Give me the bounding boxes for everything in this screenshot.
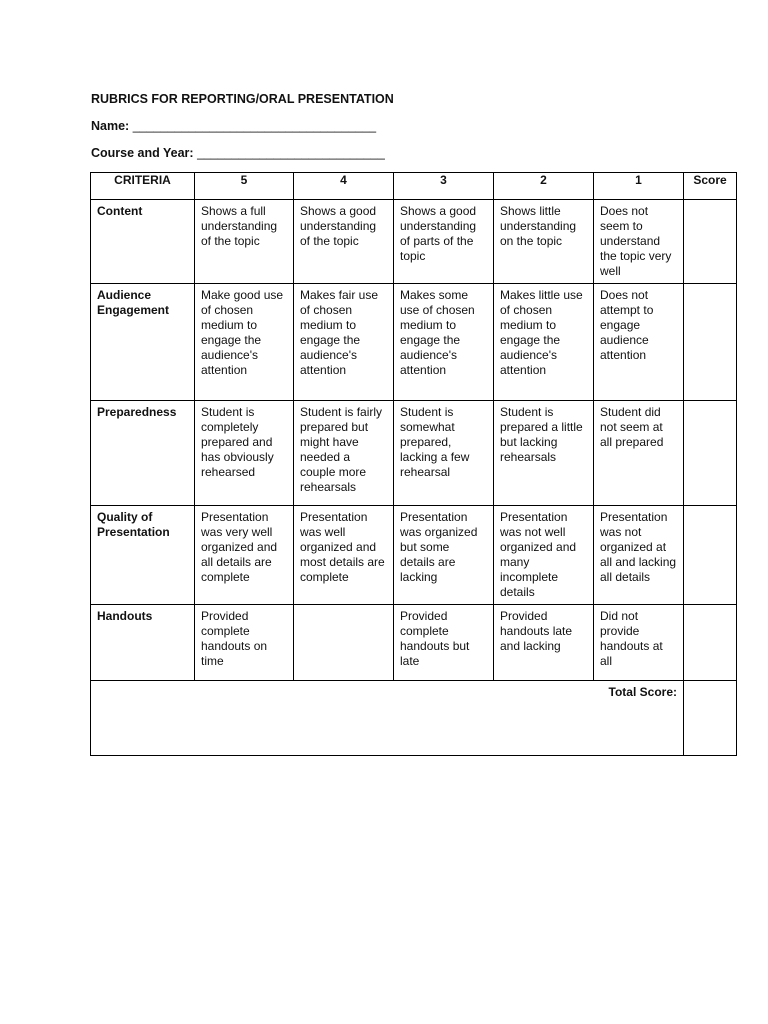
rubric-cell: Did not provide handouts at all bbox=[594, 605, 684, 681]
table-row-preparedness bbox=[91, 401, 737, 506]
rubric-cell: Student is fairly prepared but might have needed a couple more rehearsals bbox=[294, 401, 394, 506]
name-blank-line: ___________________________________ bbox=[132, 119, 377, 133]
rubric-cell: Makes some use of chosen medium to engage the audience's attention bbox=[394, 284, 494, 401]
criteria-cell: Preparedness bbox=[91, 401, 195, 506]
rubric-cell: Does not seem to understand the topic very well bbox=[594, 200, 684, 284]
score-cell[interactable] bbox=[684, 200, 737, 284]
criteria-cell: Content bbox=[91, 200, 195, 284]
rubric-cell: Student did not seem at all prepared bbox=[594, 401, 684, 506]
name-field bbox=[91, 119, 376, 133]
header-score-1: 1 bbox=[594, 173, 684, 200]
header-score-3: 3 bbox=[394, 173, 494, 200]
rubric-cell: Shows a good understanding of parts of the topic bbox=[394, 200, 494, 284]
course-year-field bbox=[91, 146, 385, 160]
table-row-quality-of-presentation bbox=[91, 506, 737, 605]
total-score-label: Total Score: bbox=[91, 681, 684, 756]
total-row bbox=[91, 681, 737, 756]
header-row bbox=[91, 173, 737, 200]
rubric-cell: Presentation was not well organized and many incomplete details bbox=[494, 506, 594, 605]
rubric-cell: Presentation was well organized and most details are complete bbox=[294, 506, 394, 605]
rubric-cell: Presentation was organized but some details are lacking bbox=[394, 506, 494, 605]
table-row-handouts bbox=[91, 605, 737, 681]
header-score-5: 5 bbox=[195, 173, 294, 200]
rubric-cell bbox=[294, 605, 394, 681]
rubric-cell: Provided handouts late and lacking bbox=[494, 605, 594, 681]
rubric-cell: Presentation was not organized at all and lacking all details bbox=[594, 506, 684, 605]
score-cell[interactable] bbox=[684, 284, 737, 401]
rubric-cell: Provided complete handouts on time bbox=[195, 605, 294, 681]
rubric-cell: Student is completely prepared and has obviously rehearsed bbox=[195, 401, 294, 506]
rubric-cell: Student is prepared a little but lacking rehearsals bbox=[494, 401, 594, 506]
criteria-cell: Audience Engagement bbox=[91, 284, 195, 401]
document-title: RUBRICS FOR REPORTING/ORAL PRESENTATION bbox=[91, 92, 394, 106]
total-score-cell[interactable] bbox=[684, 681, 737, 756]
rubric-cell: Student is somewhat prepared, lacking a few rehearsal bbox=[394, 401, 494, 506]
rubric-cell: Makes fair use of chosen medium to engage the audience's attention bbox=[294, 284, 394, 401]
criteria-cell: Handouts bbox=[91, 605, 195, 681]
name-label: Name: bbox=[91, 119, 130, 133]
rubric-cell: Does not attempt to engage audience attention bbox=[594, 284, 684, 401]
rubric-cell: Makes little use of chosen medium to engage the audience's attention bbox=[494, 284, 594, 401]
header-criteria: CRITERIA bbox=[91, 173, 195, 200]
score-cell[interactable] bbox=[684, 506, 737, 605]
rubric-cell: Shows a good understanding of the topic bbox=[294, 200, 394, 284]
score-cell[interactable] bbox=[684, 401, 737, 506]
header-score-4: 4 bbox=[294, 173, 394, 200]
table-row-audience-engagement bbox=[91, 284, 737, 401]
header-score: Score bbox=[684, 173, 737, 200]
criteria-cell: Quality of Presentation bbox=[91, 506, 195, 605]
header-score-2: 2 bbox=[494, 173, 594, 200]
table-row-content bbox=[91, 200, 737, 284]
course-year-label: Course and Year: bbox=[91, 146, 194, 160]
rubric-cell: Make good use of chosen medium to engage the audience's attention bbox=[195, 284, 294, 401]
rubric-cell: Shows a full understanding of the topic bbox=[195, 200, 294, 284]
score-cell[interactable] bbox=[684, 605, 737, 681]
rubric-cell: Shows little understanding on the topic bbox=[494, 200, 594, 284]
rubric-table bbox=[90, 172, 737, 756]
rubric-cell: Provided complete handouts but late bbox=[394, 605, 494, 681]
course-year-blank-line: ___________________________ bbox=[197, 146, 385, 160]
rubric-cell: Presentation was very well organized and all details are complete bbox=[195, 506, 294, 605]
